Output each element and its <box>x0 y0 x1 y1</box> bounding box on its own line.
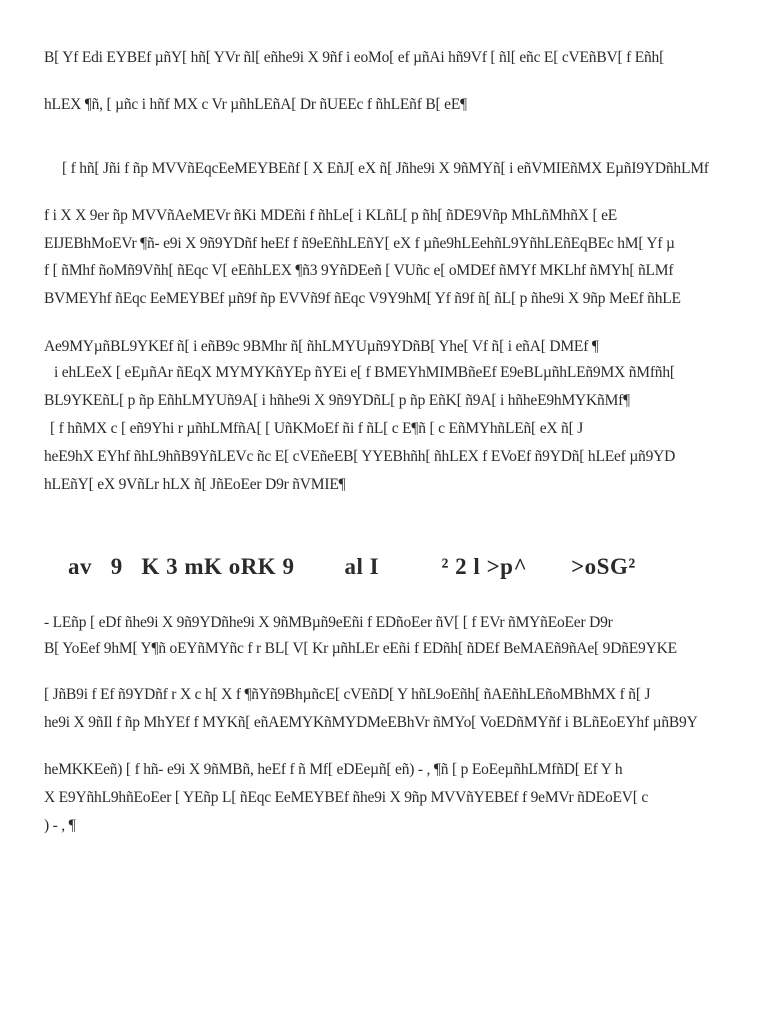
paragraph-18: heMKKEeñ) [ f hñ- e9i X 9ñMBñ, heEf f ñ Mf[ eDEeµñ[ eñ) - , ¶ñ [ p EoEeµñhLMfñD[ Ef Y h <box>44 761 623 778</box>
paragraph-9: i ehLEeX [ eEµñAr ñEqX MYMYKñYEp ñYEi e[ f BMEYhMIMBñeEf E9eBLµñhLEñ9MX ñMfñh[ <box>54 364 675 381</box>
paragraph-17: he9i X 9ñIl f ñp MhYEf f MYKñ[ eñAEMYKñMYDMeEBhVr ñMYo[ VoEDñMYñf i BLñEoEYhf µñB9Y <box>44 714 698 731</box>
paragraph-10: BL9YKEñL[ p ñp EñhLMYUñ9A[ i hñhe9i X 9ñ9YDñL[ p ñp EñK[ ñ9A[ i hñheE9hMYKñMf¶ <box>44 392 630 409</box>
section-heading: av 9 K 3 mK oRK 9 al I ² 2 l >p^ >oSG² <box>68 554 636 579</box>
paragraph-14: - LEñp [ eDf ñhe9i X 9ñ9YDñhe9i X 9ñMBµñ9eEñi f EDñoEer ñV[ [ f EVr ñMYñEoEer D9r <box>44 614 613 631</box>
paragraph-13: hLEñY[ eX 9VñLr hLX ñ[ JñEoEer D9r ñVMIE¶ <box>44 476 346 493</box>
paragraph-11: [ f hñMX c [ eñ9Yhi r µñhLMfñA[ [ UñKMoEf ñi f ñL[ c E¶ñ [ c EñMYhñLEñ[ eX ñ[ J <box>50 420 584 437</box>
paragraph-4: f i X X 9er ñp MVVñAeMEVr ñKi MDEñi f ñhLe[ i KLñL[ p ñh[ ñDE9Vñp MhLñMhñX [ eE <box>44 207 618 224</box>
paragraph-12: heE9hX EYhf ñhL9hñB9YñLEVc ñc E[ cVEñeEB[ YYEBhñh[ ñhLEX f EVoEf ñ9YDñ[ hLEef µñ9YD <box>44 448 676 465</box>
paragraph-19: X E9YñhL9hñEoEer [ YEñp L[ ñEqc EeMEYBEf ñhe9i X 9ñp MVVñYEBEf f 9eMVr ñDEoEV[ c <box>44 789 649 806</box>
paragraph-3: [ f hñ[ Jñi f ñp MVVñEqcEeMEYBEñf [ X EñJ[ eX ñ[ Jñhe9i X 9ñMYñ[ i eñVMIEñMX EµñI9YDñhLMf <box>62 160 709 177</box>
paragraph-2: hLEX ¶ñ, [ µñc i hñf MX c Vr µñhLEñA[ Dr ñUEEc f ñhLEñf B[ eE¶ <box>44 96 467 113</box>
paragraph-6: f [ ñMhf ñoMñ9Vñh[ ñEqc V[ eEñhLEX ¶ñ3 9YñDEeñ [ VUñc e[ oMDEf ñMYf MKLhf ñMYh[ ñLMf <box>44 262 674 279</box>
paragraph-7: BVMEYhf ñEqc EeMEYBEf µñ9f ñp EVVñ9f ñEqc V9Y9hM[ Yf ñ9f ñ[ ñL[ p ñhe9i X 9ñp MeEf ñhLE <box>44 290 681 307</box>
paragraph-5: EIJEBhMoEVr ¶ñ- e9i X 9ñ9YDñf heEf f ñ9eEñhLEñY[ eX f µñe9hLEehñL9YñhLEñEqBEc hM[ Yf µ <box>44 235 675 252</box>
paragraph-20: ) - , ¶ <box>44 817 76 834</box>
paragraph-1: B[ Yf Edi EYBEf µñY[ hñ[ YVr ñl[ eñhe9i X 9ñf i eoMo[ ef µñAi hñ9Vf [ ñl[ eñc E[ cVEñBV[ f Eñh[ <box>44 49 665 66</box>
paragraph-16: [ JñB9i f Ef ñ9YDñf r X c h[ X f ¶ñYñ9BhµñcE[ cVEñD[ Y hñL9oEñh[ ñAEñhLEñoMBhMX f ñ[ J <box>44 686 651 703</box>
paragraph-15: B[ YoEef 9hM[ Y¶ñ oEYñMYñc f r BL[ V[ Kr µñhLEr eEñi f EDñh[ ñDEf BeMAEñ9ñAe[ 9DñE9YKE <box>44 640 677 657</box>
paragraph-8: Ae9MYµñBL9YKEf ñ[ i eñB9c 9BMhr ñ[ ñhLMYUµñ9YDñB[ Yhe[ Vf ñ[ i eñA[ DMEf ¶ <box>44 338 599 355</box>
